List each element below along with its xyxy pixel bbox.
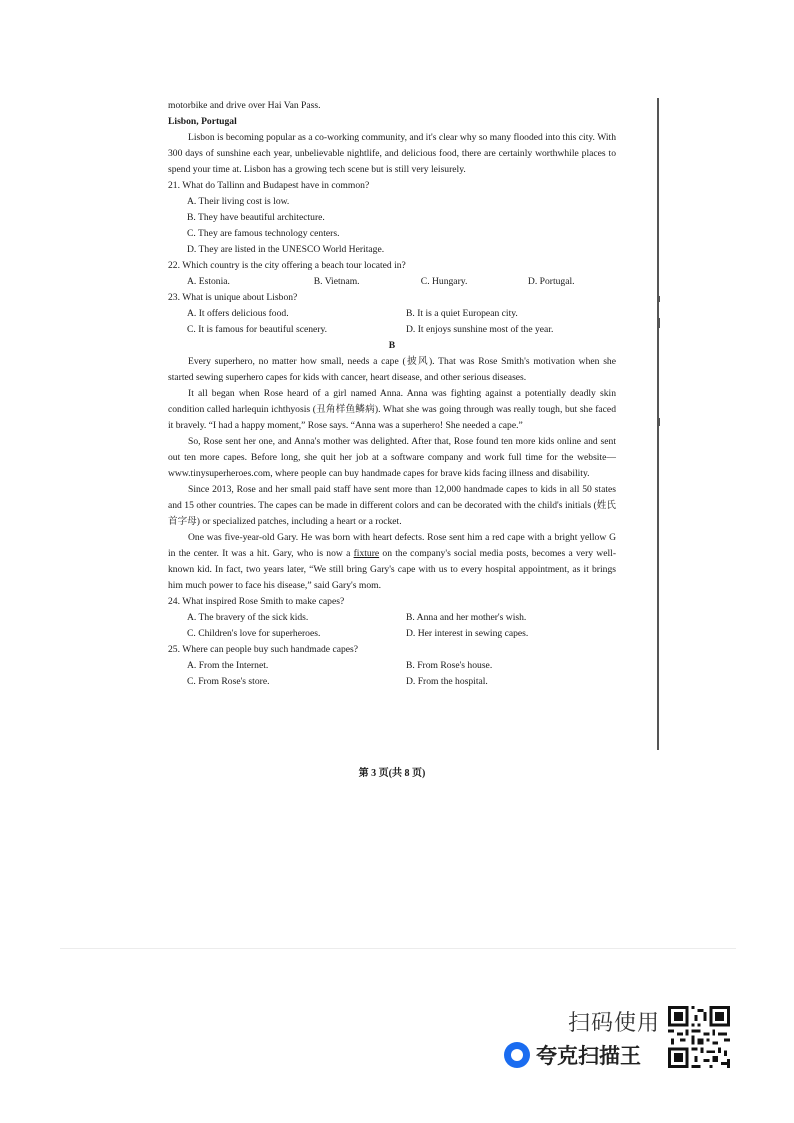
options-row <box>168 306 616 322</box>
quark-logo-icon <box>504 1042 530 1068</box>
options-row <box>168 626 616 642</box>
paragraph-text: One was five-year-old Gary. He was born with heart defects. Rose sent him a red cape with a bright yellow G in the center. It was a hit. Gary, who is now a <box>168 532 616 559</box>
question-stem: 23. What is unique about Lisbon? <box>168 292 298 303</box>
question-25 <box>168 642 616 690</box>
option-d: D. From the hospital. <box>406 676 488 687</box>
page-number: 第 3 页(共 8 页) <box>358 768 426 779</box>
question-21 <box>168 178 616 258</box>
option-a: A. It offers delicious food. <box>187 308 289 319</box>
lisbon-heading: Lisbon, Portugal <box>168 116 237 127</box>
question-23 <box>168 290 616 338</box>
option-d: D. Portugal. <box>527 276 575 287</box>
option-c: C. They are famous technology centers. <box>187 228 340 239</box>
question-24 <box>168 594 616 642</box>
option-b: B. Anna and her mother's wish. <box>406 612 527 623</box>
option-d: D. It enjoys sunshine most of the year. <box>406 324 554 335</box>
question-stem: 24. What inspired Rose Smith to make capes? <box>168 596 345 607</box>
carryover-text: motorbike and drive over Hai Van Pass. <box>168 100 321 111</box>
exam-page-content <box>168 98 616 690</box>
scan-mark <box>659 318 660 328</box>
passage-b-paragraph: Since 2013, Rose and her small paid staff have sent more than 12,000 handmade capes to kids in all 50 states and 15 other countries. The capes can be made in different colors and can be decorated with the child's initials (姓氏首字母) or specialized patches, including a heart or a rocket. <box>168 484 616 527</box>
qr-code-icon[interactable] <box>668 1006 730 1068</box>
option-a: A. The bravery of the sick kids. <box>187 612 309 623</box>
question-stem: 22. Which country is the city offering a beach tour located in? <box>168 260 406 271</box>
paragraph-text: on the company's social media posts, becomes a very well-known kid. In fact, two years later, “We still bring Gary's cape with us to every hospital appointment, as it brings him much power to face his disease,” said Gary's mom. <box>168 548 617 591</box>
section-b-label: B <box>388 340 396 351</box>
question-22 <box>168 258 616 290</box>
option-b: B. It is a quiet European city. <box>406 308 518 319</box>
scan-mark <box>659 296 660 302</box>
option-b: B. From Rose's house. <box>406 660 493 671</box>
option-c: C. Hungary. <box>420 276 468 287</box>
passage-b-paragraph: Every superhero, no matter how small, needs a cape (披风). That was Rose Smith's motivation when she started sewing superhero capes for kids with cancer, heart disease, and other serious diseases. <box>168 356 616 383</box>
options-row <box>168 322 616 338</box>
passage-b-paragraph: It all began when Rose heard of a girl named Anna. Anna was fighting against a potentially deadly skin condition called harlequin ichthyosis (丑角样鱼鳞病). What she was going through was really tough, but she faced it bravely. “I had a happy moment,” Rose says. “Anna was a superhero! She needed a cape.” <box>168 388 616 431</box>
underlined-word: fixture <box>353 548 380 559</box>
option-a: A. From the Internet. <box>187 660 269 671</box>
option-c: C. From Rose's store. <box>187 676 270 687</box>
option-c: C. It is famous for beautiful scenery. <box>187 324 328 335</box>
option-d: D. Her interest in sewing capes. <box>406 628 529 639</box>
option-a: A. Estonia. <box>187 276 230 287</box>
scan-prompt: 扫码使用 <box>568 1011 661 1036</box>
brand-name: 夸克扫描王 <box>536 1044 641 1068</box>
footer-divider <box>60 948 736 949</box>
scan-mark <box>659 418 660 426</box>
question-stem: 21. What do Tallinn and Budapest have in common? <box>168 180 370 191</box>
options-row <box>168 674 616 690</box>
passage-b-paragraph: So, Rose sent her one, and Anna's mother was delighted. After that, Rose found ten more kids online and sent out ten more capes. Before long, she quit her job at a software company and work full time for the website—www.tinysuperheroes.com, where people can buy handmade capes for brave kids facing illness and disability. <box>168 436 616 479</box>
options-row <box>168 658 616 674</box>
option-b: B. Vietnam. <box>313 276 360 287</box>
option-d: D. They are listed in the UNESCO World Heritage. <box>187 244 385 255</box>
passage-b-last-paragraph <box>168 530 616 594</box>
lisbon-paragraph: Lisbon is becoming popular as a co-working community, and it's clear why so many flooded into this city. With 300 days of sunshine each year, unbelievable nightlife, and delicious food, there are certainly worthwhile places to spend your time at. Lisbon has a growing tech scene but is still very leisurely. <box>168 132 616 175</box>
option-c: C. Children's love for superheroes. <box>187 628 321 639</box>
brand[interactable] <box>504 1040 641 1070</box>
option-a: A. Their living cost is low. <box>187 196 290 207</box>
options-row <box>168 610 616 626</box>
question-stem: 25. Where can people buy such handmade capes? <box>168 644 359 655</box>
option-b: B. They have beautiful architecture. <box>187 212 325 223</box>
options-row <box>168 274 616 290</box>
